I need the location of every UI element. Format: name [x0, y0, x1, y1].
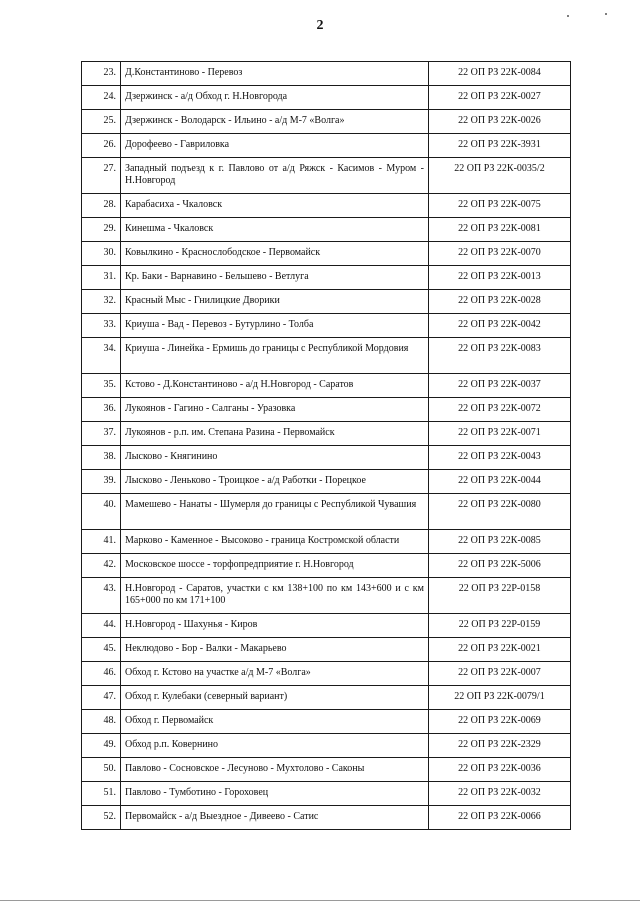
- road-name: Кинешма - Чкаловск: [121, 218, 429, 242]
- table-row: [82, 578, 571, 614]
- road-name: Н.Новгород - Шахунья - Киров: [121, 614, 429, 638]
- row-number: 33.: [82, 314, 121, 338]
- road-name: Обход г. Первомайск: [121, 710, 429, 734]
- road-name: Лысково - Княгинино: [121, 446, 429, 470]
- row-number: 46.: [82, 662, 121, 686]
- row-number: 27.: [82, 158, 121, 194]
- table-row: [82, 422, 571, 446]
- table-row: [82, 194, 571, 218]
- road-name: Московское шоссе - торфопредприятие г. Н.Новгород: [121, 554, 429, 578]
- row-number: 28.: [82, 194, 121, 218]
- row-number: 52.: [82, 806, 121, 830]
- table-row: [82, 134, 571, 158]
- road-id: 22 ОП РЗ 22К-0043: [429, 446, 571, 470]
- table-row: [82, 338, 571, 374]
- table-row: [82, 446, 571, 470]
- row-number: 38.: [82, 446, 121, 470]
- page-number: 2: [316, 18, 324, 33]
- row-number: 30.: [82, 242, 121, 266]
- road-name: Дзержинск - а/д Обход г. Н.Новгорода: [121, 86, 429, 110]
- road-name: Лукоянов - Гагино - Салганы - Уразовка: [121, 398, 429, 422]
- road-name: Кстово - Д.Константиново - а/д Н.Новгород - Саратов: [121, 374, 429, 398]
- road-id: 22 ОП РЗ 22К-0013: [429, 266, 571, 290]
- table-row: [82, 530, 571, 554]
- road-name: Дзержинск - Володарск - Ильино - а/д М-7 «Волга»: [121, 110, 429, 134]
- row-number: 31.: [82, 266, 121, 290]
- road-id: 22 ОП РЗ 22К-0026: [429, 110, 571, 134]
- road-name: Красный Мыс - Гнилицкие Дворики: [121, 290, 429, 314]
- scan-speck: [567, 15, 569, 17]
- road-name: Павлово - Сосновское - Лесуново - Мухтолово - Саконы: [121, 758, 429, 782]
- table-row: [82, 638, 571, 662]
- row-number: 36.: [82, 398, 121, 422]
- road-id: 22 ОП РЗ 22К-0042: [429, 314, 571, 338]
- table-row: [82, 86, 571, 110]
- road-id: 22 ОП РЗ 22К-5006: [429, 554, 571, 578]
- table-row: [82, 218, 571, 242]
- road-name: Обход г. Кулебаки (северный вариант): [121, 686, 429, 710]
- table-row: [82, 806, 571, 830]
- road-name: Обход г. Кстово на участке а/д М-7 «Волга»: [121, 662, 429, 686]
- table-row: [82, 266, 571, 290]
- table-row: [82, 398, 571, 422]
- row-number: 47.: [82, 686, 121, 710]
- road-name: Первомайск - а/д Выездное - Дивеево - Сатис: [121, 806, 429, 830]
- road-name: Павлово - Тумботино - Гороховец: [121, 782, 429, 806]
- row-number: 26.: [82, 134, 121, 158]
- row-number: 43.: [82, 578, 121, 614]
- table-row: [82, 158, 571, 194]
- table-row: [82, 614, 571, 638]
- table-row: [82, 686, 571, 710]
- row-number: 42.: [82, 554, 121, 578]
- table-row: [82, 734, 571, 758]
- road-id: 22 ОП РЗ 22К-0028: [429, 290, 571, 314]
- row-number: 45.: [82, 638, 121, 662]
- row-number: 44.: [82, 614, 121, 638]
- road-name: Мамешево - Нанаты - Шумерля до границы с Республикой Чувашия: [121, 494, 429, 530]
- road-name: Карабасиха - Чкаловск: [121, 194, 429, 218]
- road-id: 22 ОП РЗ 22К-0044: [429, 470, 571, 494]
- table-row: [82, 782, 571, 806]
- row-number: 48.: [82, 710, 121, 734]
- road-name: Ковылкино - Краснослободское - Первомайск: [121, 242, 429, 266]
- scan-bottom-rule: [0, 900, 640, 901]
- table-row: [82, 710, 571, 734]
- row-number: 34.: [82, 338, 121, 374]
- row-number: 23.: [82, 62, 121, 86]
- road-name: Марково - Каменное - Высоково - граница Костромской области: [121, 530, 429, 554]
- road-id: 22 ОП РЗ 22К-0070: [429, 242, 571, 266]
- row-number: 41.: [82, 530, 121, 554]
- table-row: [82, 758, 571, 782]
- roads-table: [81, 61, 571, 830]
- road-name: Криуша - Вад - Перевоз - Бутурлино - Толба: [121, 314, 429, 338]
- row-number: 35.: [82, 374, 121, 398]
- road-id: 22 ОП РЗ 22К-0083: [429, 338, 571, 374]
- road-id: 22 ОП РЗ 22К-0079/1: [429, 686, 571, 710]
- row-number: 51.: [82, 782, 121, 806]
- road-id: 22 ОП РЗ 22Р-0158: [429, 578, 571, 614]
- road-id: 22 ОП РЗ 22К-0081: [429, 218, 571, 242]
- road-name: Криуша - Линейка - Ермишь до границы с Республикой Мордовия: [121, 338, 429, 374]
- table-row: [82, 110, 571, 134]
- road-id: 22 ОП РЗ 22К-0037: [429, 374, 571, 398]
- road-id: 22 ОП РЗ 22К-0071: [429, 422, 571, 446]
- table-row: [82, 662, 571, 686]
- row-number: 49.: [82, 734, 121, 758]
- row-number: 25.: [82, 110, 121, 134]
- road-name: Кр. Баки - Варнавино - Бельшево - Ветлуга: [121, 266, 429, 290]
- road-name: Д.Константиново - Перевоз: [121, 62, 429, 86]
- road-id: 22 ОП РЗ 22Р-0159: [429, 614, 571, 638]
- road-name: Неклюдово - Бор - Валки - Макарьево: [121, 638, 429, 662]
- scan-speck: [605, 13, 607, 15]
- row-number: 24.: [82, 86, 121, 110]
- row-number: 37.: [82, 422, 121, 446]
- row-number: 39.: [82, 470, 121, 494]
- row-number: 40.: [82, 494, 121, 530]
- road-id: 22 ОП РЗ 22К-0027: [429, 86, 571, 110]
- road-id: 22 ОП РЗ 22К-0066: [429, 806, 571, 830]
- road-id: 22 ОП РЗ 22К-0084: [429, 62, 571, 86]
- table-row: [82, 494, 571, 530]
- table-row: [82, 374, 571, 398]
- road-id: 22 ОП РЗ 22К-0075: [429, 194, 571, 218]
- road-name: Дорофеево - Гавриловка: [121, 134, 429, 158]
- road-id: 22 ОП РЗ 22К-2329: [429, 734, 571, 758]
- table-row: [82, 314, 571, 338]
- table-row: [82, 290, 571, 314]
- road-name: Н.Новгород - Саратов, участки с км 138+100 по км 143+600 и с км 165+000 по км 171+100: [121, 578, 429, 614]
- road-id: 22 ОП РЗ 22К-0072: [429, 398, 571, 422]
- road-name: Обход р.п. Ковернино: [121, 734, 429, 758]
- road-id: 22 ОП РЗ 22К-0080: [429, 494, 571, 530]
- road-id: 22 ОП РЗ 22К-0032: [429, 782, 571, 806]
- road-id: 22 ОП РЗ 22К-0036: [429, 758, 571, 782]
- road-name: Лысково - Леньково - Троицкое - а/д Работки - Порецкое: [121, 470, 429, 494]
- road-id: 22 ОП РЗ 22К-0007: [429, 662, 571, 686]
- row-number: 50.: [82, 758, 121, 782]
- row-number: 32.: [82, 290, 121, 314]
- table-row: [82, 242, 571, 266]
- road-id: 22 ОП РЗ 22К-0069: [429, 710, 571, 734]
- table-row: [82, 554, 571, 578]
- road-name: Лукоянов - р.п. им. Степана Разина - Первомайск: [121, 422, 429, 446]
- road-id: 22 ОП РЗ 22К-0021: [429, 638, 571, 662]
- table-row: [82, 470, 571, 494]
- table-row: [82, 62, 571, 86]
- road-id: 22 ОП РЗ 22К-0035/2: [429, 158, 571, 194]
- road-id: 22 ОП РЗ 22К-0085: [429, 530, 571, 554]
- road-id: 22 ОП РЗ 22К-3931: [429, 134, 571, 158]
- road-name: Западный подъезд к г. Павлово от а/д Ряжск - Касимов - Муром - Н.Новгород: [121, 158, 429, 194]
- row-number: 29.: [82, 218, 121, 242]
